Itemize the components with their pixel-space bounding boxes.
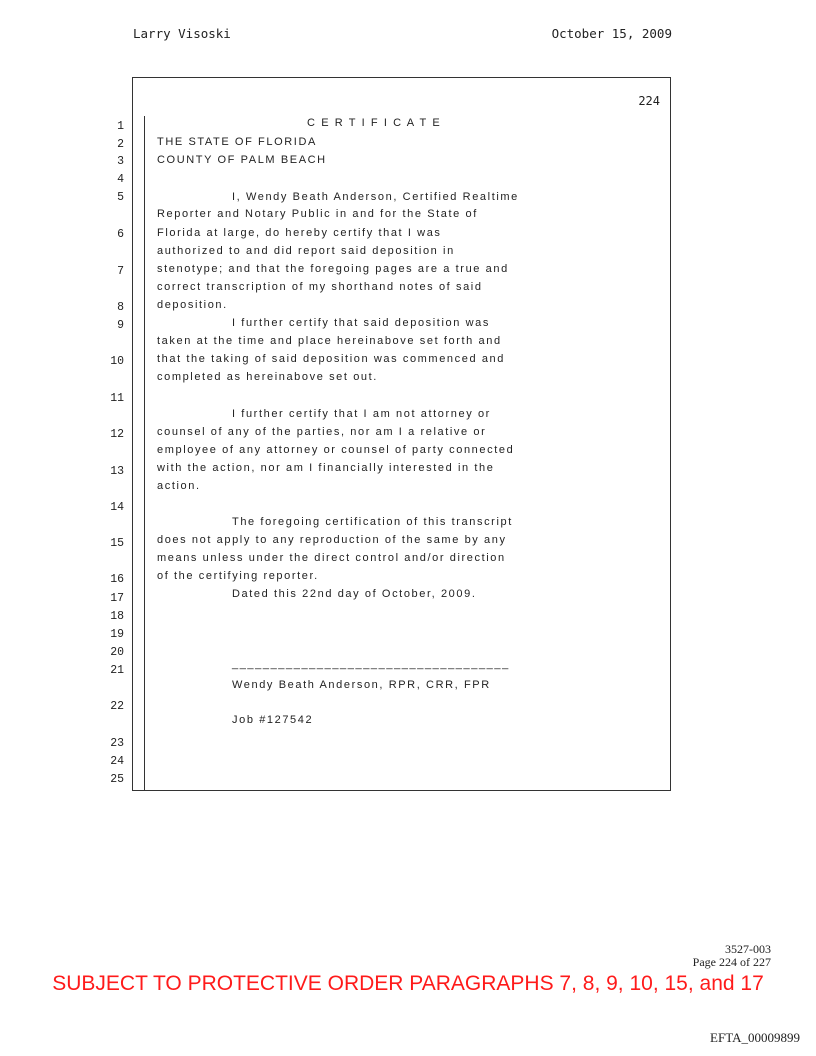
text-line: THE STATE OF FLORIDA — [157, 136, 317, 148]
text-line: does not apply to any reproduction of the same by any — [157, 534, 507, 546]
text-line: with the action, nor am I financially interested in the — [157, 462, 495, 474]
line-number: 12 — [110, 428, 124, 441]
text-line: Reporter and Notary Public in and for the State of — [157, 208, 478, 220]
text-line: deposition. — [157, 299, 228, 311]
line-number: 23 — [110, 737, 124, 750]
text-line: Dated this 22nd day of October, 2009. — [232, 588, 477, 600]
line-number: 7 — [117, 265, 124, 278]
protective-order-notice: SUBJECT TO PROTECTIVE ORDER PARAGRAPHS 7, 8, 9, 10, 15, and 17 — [52, 972, 764, 995]
text-line: The foregoing certification of this transcript — [232, 516, 513, 528]
line-number: 5 — [117, 191, 124, 204]
line-number: 11 — [110, 392, 124, 405]
text-line: action. — [157, 480, 201, 492]
text-line: means unless under the direct control and/or direction — [157, 552, 506, 564]
line-number: 24 — [110, 755, 124, 768]
text-line: stenotype; and that the foregoing pages are a true and — [157, 263, 509, 275]
text-line: taken at the time and place hereinabove set forth and — [157, 335, 502, 347]
text-line: I further certify that said deposition was — [232, 317, 490, 329]
certificate-title: C E R T I F I C A T E — [307, 117, 442, 129]
line-number: 2 — [117, 138, 124, 151]
text-line: of the certifying reporter. — [157, 570, 319, 582]
line-number: 21 — [110, 664, 124, 677]
text-line: I, Wendy Beath Anderson, Certified Realtime — [232, 191, 519, 203]
line-number: 10 — [110, 355, 124, 368]
line-number: 13 — [110, 465, 124, 478]
margin-rule — [144, 116, 145, 791]
line-number: 25 — [110, 773, 124, 786]
line-number: 3 — [117, 155, 124, 168]
line-number: 17 — [110, 592, 124, 605]
line-number: 4 — [117, 173, 124, 186]
text-line: Florida at large, do hereby certify that I was — [157, 227, 442, 239]
text-line: authorized to and did report said deposition in — [157, 245, 455, 257]
line-number: 1 — [117, 120, 124, 133]
bates-number: EFTA_00009899 — [710, 1030, 800, 1045]
text-line: correct transcription of my shorthand notes of said — [157, 281, 483, 293]
line-number: 16 — [110, 573, 124, 586]
page-of-total: Page 224 of 227 — [692, 955, 771, 969]
header-date: October 15, 2009 — [551, 26, 672, 41]
text-line: counsel of any of the parties, nor am I a relative or — [157, 426, 487, 438]
line-number: 15 — [110, 537, 124, 550]
line-number: 14 — [110, 501, 124, 514]
job-number: Job #127542 — [232, 714, 314, 726]
line-number: 19 — [110, 628, 124, 641]
text-line: that the taking of said deposition was commenced and — [157, 353, 505, 365]
document-id: 3527-003 — [725, 942, 771, 956]
signature-line: ____________________________________ — [232, 658, 510, 670]
line-number: 22 — [110, 700, 124, 713]
header-witness-name: Larry Visoski — [133, 26, 231, 41]
text-line: COUNTY OF PALM BEACH — [157, 154, 327, 166]
text-line: I further certify that I am not attorney or — [232, 408, 491, 420]
line-number: 6 — [117, 228, 124, 241]
line-number: 18 — [110, 610, 124, 623]
line-number: 20 — [110, 646, 124, 659]
page-number: 224 — [638, 94, 660, 108]
signature-name: Wendy Beath Anderson, RPR, CRR, FPR — [232, 679, 491, 691]
line-number: 8 — [117, 301, 124, 314]
text-line: employee of any attorney or counsel of party connected — [157, 444, 515, 456]
line-number: 9 — [117, 319, 124, 332]
text-line: completed as hereinabove set out. — [157, 371, 378, 383]
